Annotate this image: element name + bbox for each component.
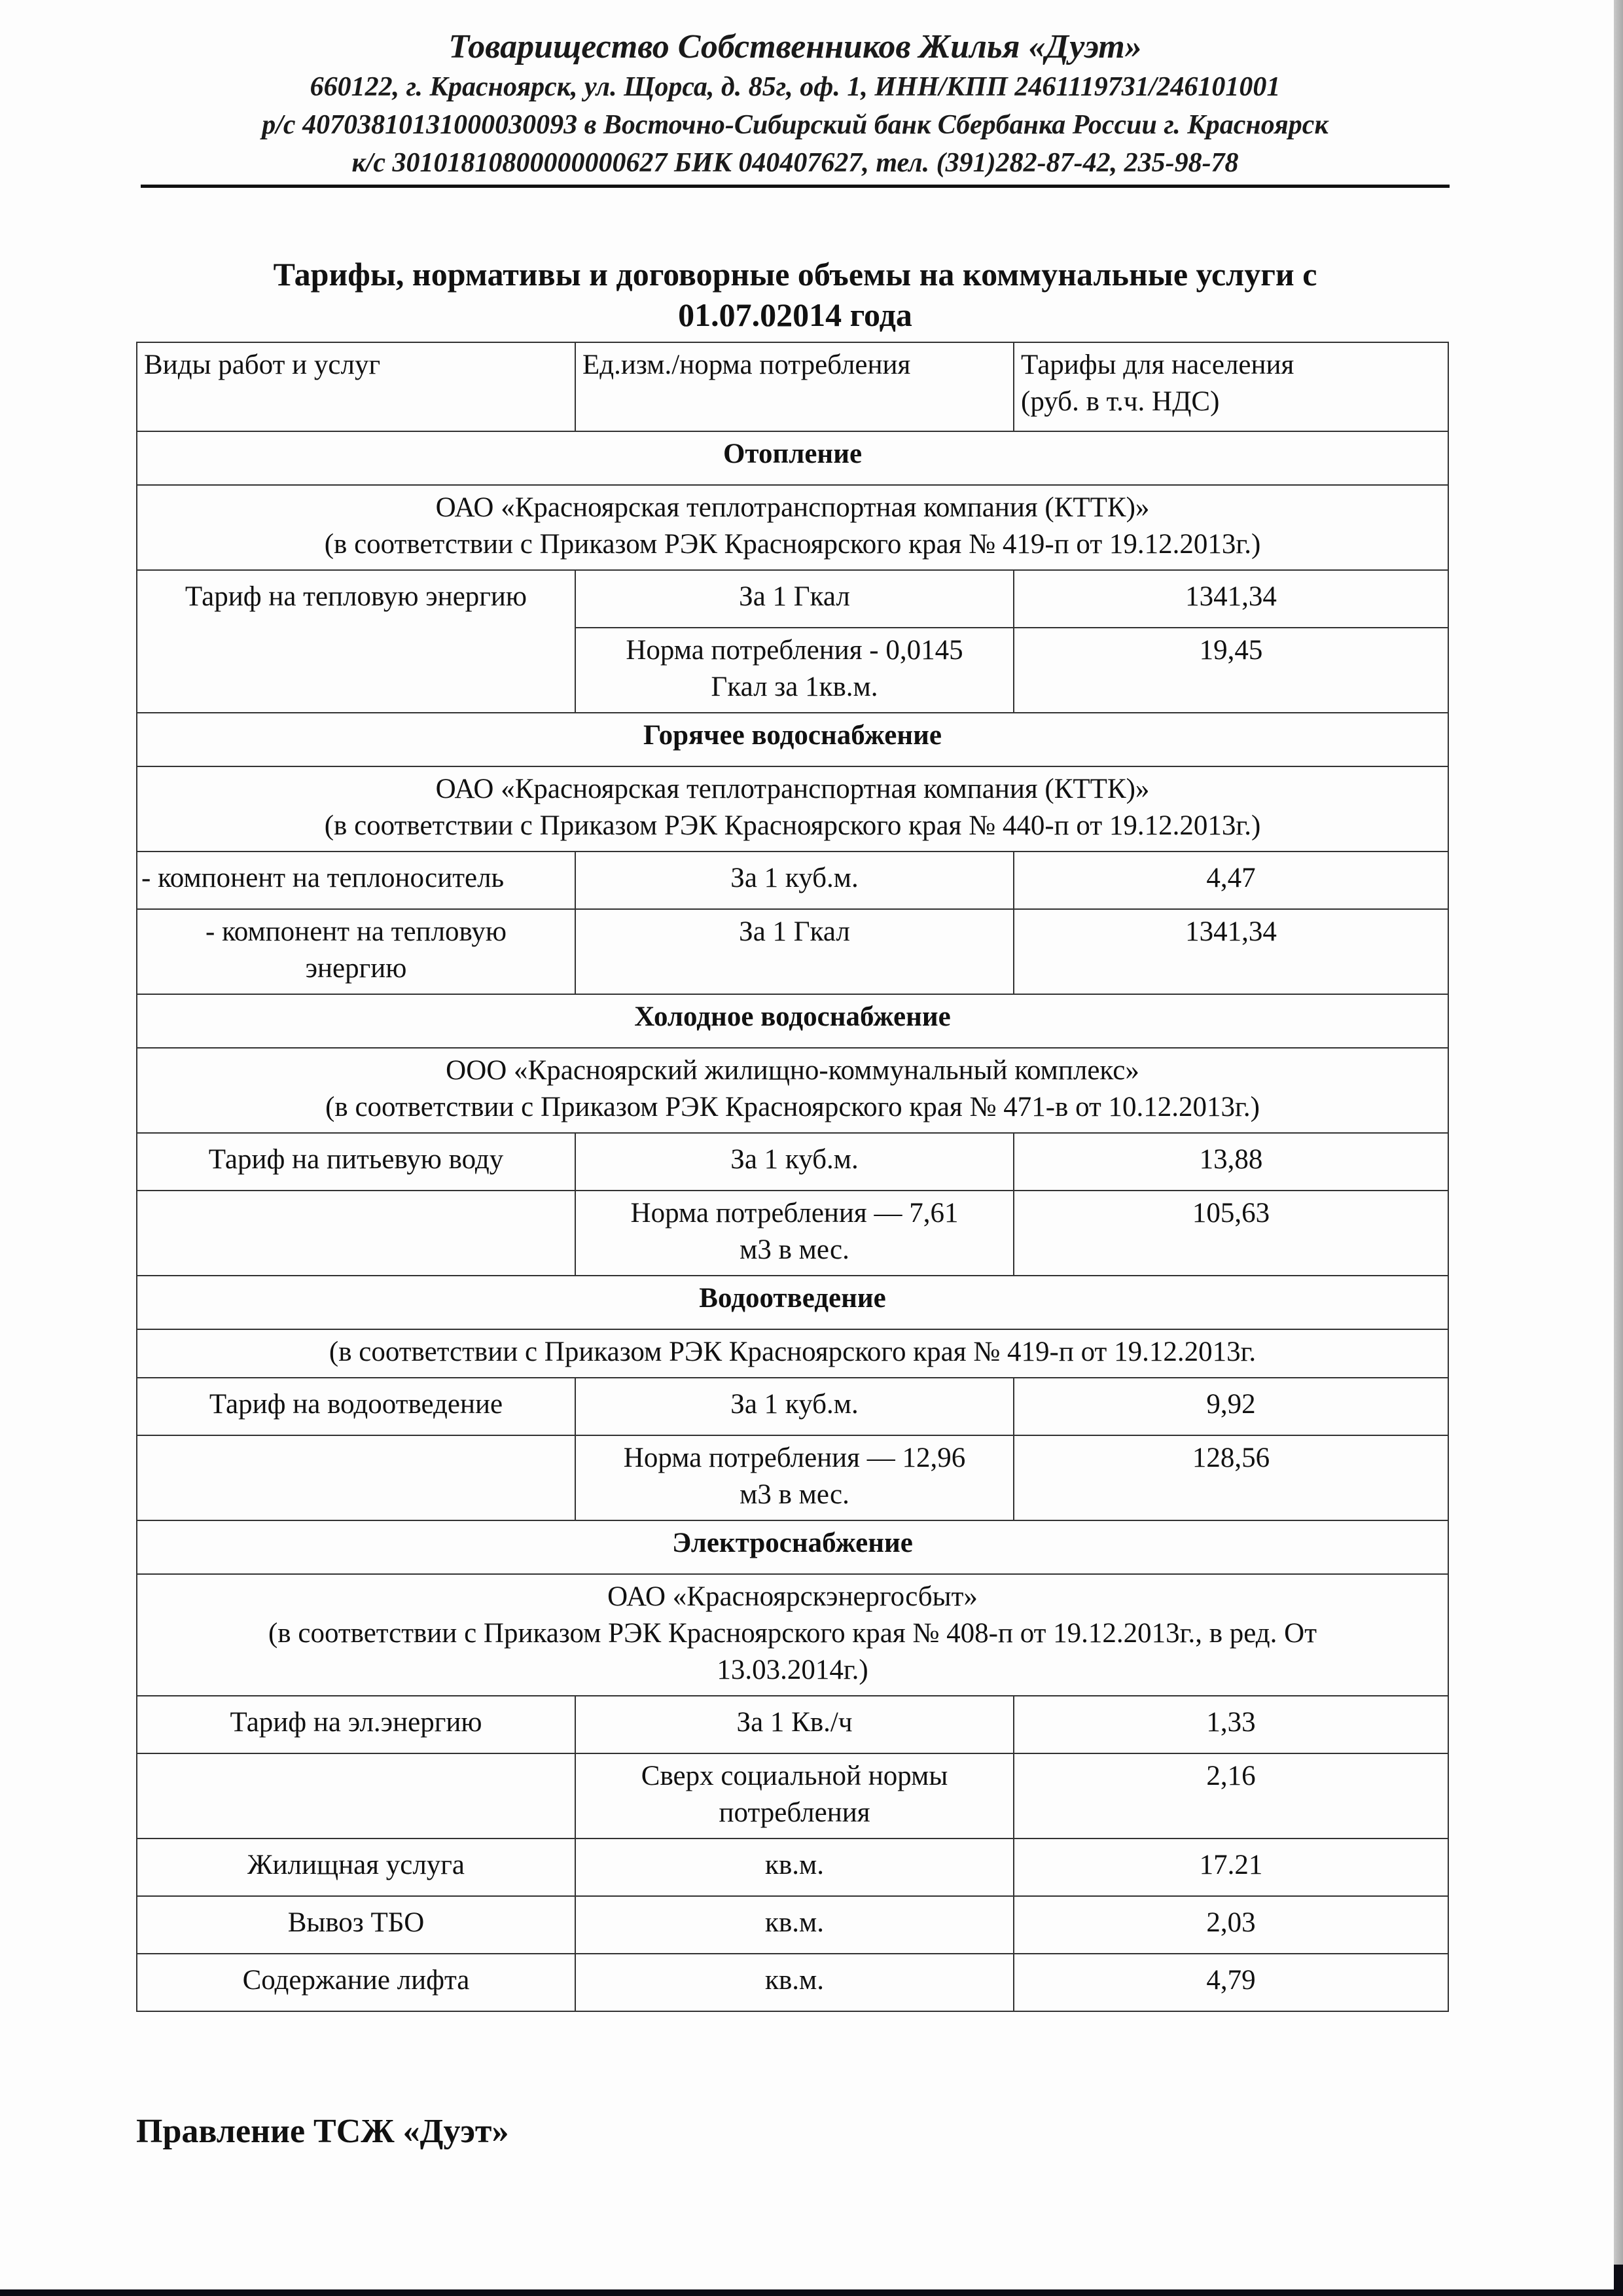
tariff-cell: 13,88 — [1014, 1133, 1448, 1191]
table-header-row — [137, 342, 1448, 431]
provider-name: ОАО «Красноярскэнергосбыт» — [607, 1581, 978, 1612]
table-row — [137, 1191, 1448, 1276]
letterhead — [141, 26, 1450, 182]
letterhead-divider — [141, 185, 1450, 188]
provider-name: ОАО «Красноярская теплотранспортная компания (КТТК)» — [435, 774, 1150, 804]
section-heating — [137, 431, 1448, 485]
organization-name: Товарищество Собственников Жилья «Дуэт» — [448, 28, 1142, 65]
service-name-empty — [137, 1753, 575, 1839]
table-row-housing-service — [137, 1839, 1448, 1896]
section-title: Отопление — [137, 431, 1448, 485]
unit-cell: За 1 куб.м. — [575, 1133, 1014, 1191]
tariff-cell: 1341,34 — [1014, 570, 1448, 628]
section-title: Горячее водоснабжение — [137, 713, 1448, 766]
service-name: - компонент на теплоноситель — [137, 852, 575, 909]
table-row-elevator — [137, 1954, 1448, 2011]
provider-cell — [137, 485, 1448, 570]
header-tariff-line-2: (руб. в т.ч. НДС) — [1021, 386, 1220, 417]
unit-line-2: м3 в мес. — [740, 1479, 849, 1510]
tariff-cell: 2,03 — [1014, 1896, 1448, 1954]
tariffs-table — [136, 342, 1449, 2012]
unit-line-2: потребления — [719, 1797, 870, 1828]
scan-edge-corner — [1614, 2265, 1623, 2296]
provider-row — [137, 1574, 1448, 1696]
provider-row — [137, 766, 1448, 852]
provider-name: ООО «Красноярский жилищно-коммунальный комплекс» — [446, 1055, 1139, 1086]
unit-line-1: Норма потребления — 12,96 — [623, 1443, 966, 1473]
header-tariff — [1014, 342, 1448, 431]
scan-edge-right — [1614, 0, 1623, 2296]
provider-order-line-1: (в соответствии с Приказом РЭК Красноярского края № 408-п от 19.12.2013г., в ред. От — [268, 1618, 1317, 1649]
unit-cell: кв.м. — [575, 1954, 1014, 2011]
section-electricity — [137, 1520, 1448, 1574]
section-sewerage — [137, 1276, 1448, 1329]
table-row — [137, 852, 1448, 909]
table-row — [137, 1753, 1448, 1839]
provider-cell — [137, 1048, 1448, 1133]
table-row — [137, 909, 1448, 994]
service-name: Жилищная услуга — [137, 1839, 575, 1896]
provider-row — [137, 485, 1448, 570]
tariff-cell: 4,79 — [1014, 1954, 1448, 2011]
service-name: Вывоз ТБО — [137, 1896, 575, 1954]
table-row — [137, 1696, 1448, 1753]
header-services: Виды работ и услуг — [137, 342, 575, 431]
tariff-cell: 9,92 — [1014, 1378, 1448, 1435]
address-line: 660122, г. Красноярск, ул. Щорса, д. 85г, оф. 1, ИНН/КПП 2461119731/246101001 — [310, 72, 1281, 102]
title-line-1: Тарифы, нормативы и договорные объемы на коммунальные услуги с — [273, 256, 1317, 293]
header-tariff-line-1: Тарифы для населения — [1021, 350, 1294, 380]
unit-cell: кв.м. — [575, 1839, 1014, 1896]
scan-edge-bottom — [0, 2289, 1623, 2296]
service-name-line-2: энергию — [305, 953, 407, 984]
document-title — [141, 254, 1450, 335]
service-name: Тариф на водоотведение — [137, 1378, 575, 1435]
provider-order-line-2: 13.03.2014г.) — [717, 1655, 868, 1685]
section-title: Электроснабжение — [137, 1520, 1448, 1574]
bank-account-line: р/с 40703810131000030093 в Восточно-Сибирский банк Сбербанка России г. Красноярск — [262, 110, 1329, 140]
tariff-cell: 19,45 — [1014, 628, 1448, 713]
unit-line-2: Гкал за 1кв.м. — [711, 672, 878, 702]
table-row — [137, 1435, 1448, 1520]
tariff-cell: 1,33 — [1014, 1696, 1448, 1753]
table-row-waste-removal — [137, 1896, 1448, 1954]
tariff-cell: 1341,34 — [1014, 909, 1448, 994]
tariff-cell: 2,16 — [1014, 1753, 1448, 1839]
unit-cell: За 1 Гкал — [575, 570, 1014, 628]
provider-order: (в соответствии с Приказом РЭК Красноярского края № 471-в от 10.12.2013г.) — [325, 1092, 1260, 1122]
unit-cell — [575, 628, 1014, 713]
service-name: Тариф на эл.энергию — [137, 1696, 575, 1753]
unit-cell: За 1 куб.м. — [575, 852, 1014, 909]
service-name: Содержание лифта — [137, 1954, 575, 2011]
unit-cell: кв.м. — [575, 1896, 1014, 1954]
service-name: Тариф на питьевую воду — [137, 1133, 575, 1191]
unit-line-1: Сверх социальной нормы — [641, 1761, 948, 1791]
provider-row — [137, 1329, 1448, 1378]
service-name: Тариф на тепловую энергию — [137, 570, 575, 713]
provider-row — [137, 1048, 1448, 1133]
unit-cell: За 1 Гкал — [575, 909, 1014, 994]
section-title: Водоотведение — [137, 1276, 1448, 1329]
unit-line-2: м3 в мес. — [740, 1234, 849, 1265]
unit-cell — [575, 1191, 1014, 1276]
section-title: Холодное водоснабжение — [137, 994, 1448, 1048]
provider-order: (в соответствии с Приказом РЭК Красноярского края № 419-п от 19.12.2013г. — [137, 1329, 1448, 1378]
tariff-cell: 17.21 — [1014, 1839, 1448, 1896]
table-row — [137, 570, 1448, 628]
unit-cell — [575, 1753, 1014, 1839]
signature-board: Правление ТСЖ «Дуэт» — [136, 2113, 509, 2150]
section-hot-water — [137, 713, 1448, 766]
service-name — [137, 909, 575, 994]
service-name-empty — [137, 1435, 575, 1520]
table-row — [137, 1378, 1448, 1435]
tariff-cell: 128,56 — [1014, 1435, 1448, 1520]
unit-cell — [575, 1435, 1014, 1520]
provider-name: ОАО «Красноярская теплотранспортная компания (КТТК)» — [435, 492, 1150, 523]
title-line-2: 01.07.02014 года — [678, 296, 912, 333]
section-cold-water — [137, 994, 1448, 1048]
service-name-line-1: - компонент на тепловую — [205, 916, 507, 947]
table-row — [137, 1133, 1448, 1191]
unit-cell: За 1 куб.м. — [575, 1378, 1014, 1435]
header-unit: Ед.изм./норма потребления — [575, 342, 1014, 431]
provider-order: (в соответствии с Приказом РЭК Красноярского края № 419-п от 19.12.2013г.) — [324, 529, 1261, 560]
tariff-cell: 4,47 — [1014, 852, 1448, 909]
provider-cell — [137, 1574, 1448, 1696]
provider-order: (в соответствии с Приказом РЭК Красноярского края № 440-п от 19.12.2013г.) — [324, 810, 1261, 841]
contact-line: к/с 30101810800000000627 БИК 040407627, тел. (391)282-87-42, 235-98-78 — [351, 148, 1239, 178]
provider-cell — [137, 766, 1448, 852]
unit-line-1: Норма потребления - 0,0145 — [626, 635, 963, 666]
unit-line-1: Норма потребления — 7,61 — [630, 1198, 959, 1229]
service-name-empty — [137, 1191, 575, 1276]
unit-cell: За 1 Кв./ч — [575, 1696, 1014, 1753]
tariff-cell: 105,63 — [1014, 1191, 1448, 1276]
